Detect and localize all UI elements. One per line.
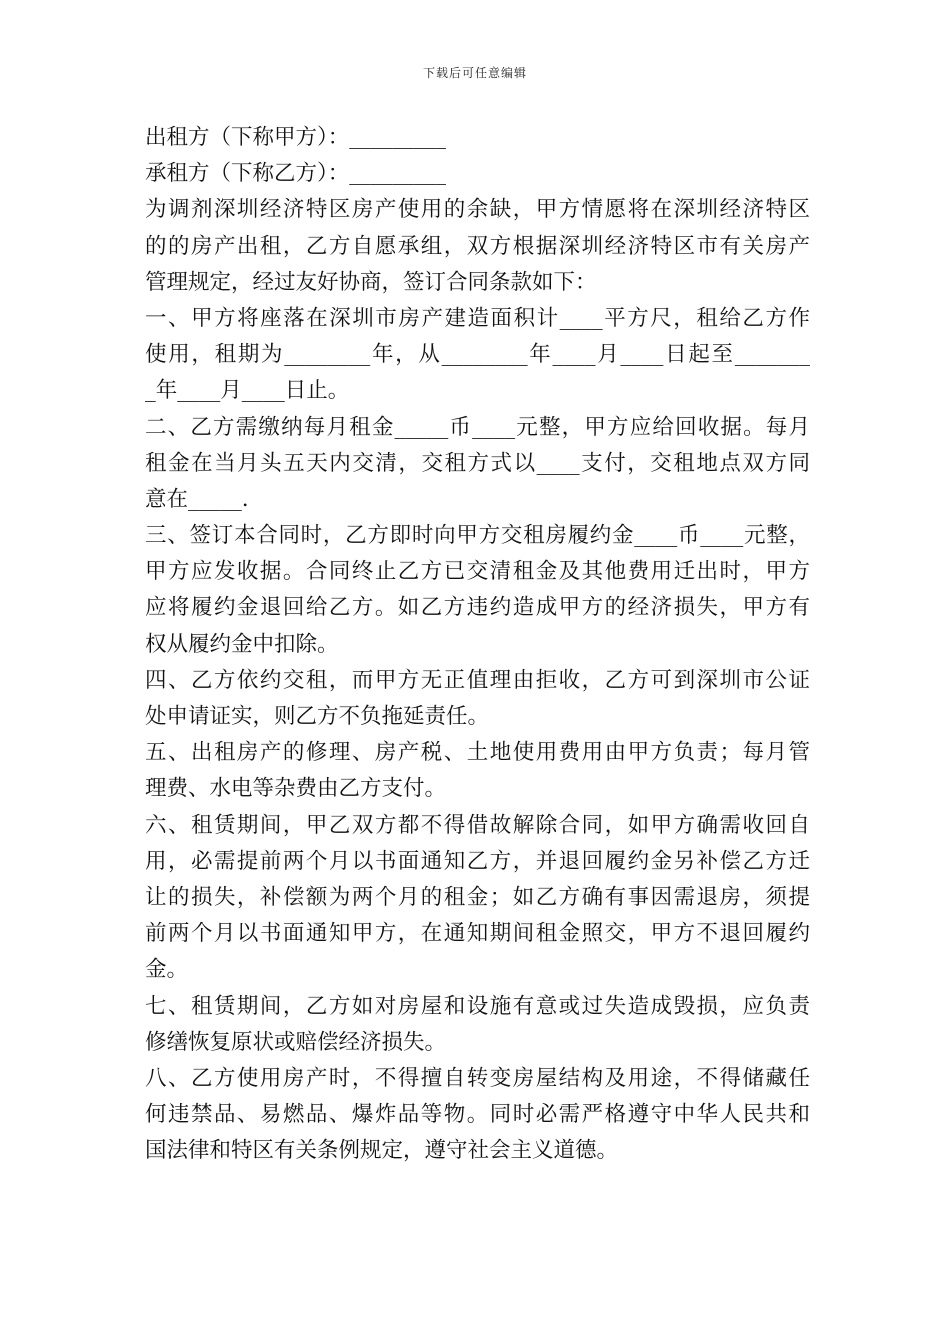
- clause-1-line: _年____月____日止。: [145, 378, 350, 404]
- clause-3-line: 甲方应发收据。合同终止乙方已交清租金及其他费用迁出时，甲方: [145, 559, 810, 585]
- contract-body: [145, 120, 810, 1169]
- intro-line: 为调剂深圳经济特区房产使用的余缺，甲方情愿将在深圳经济特区: [145, 197, 810, 223]
- clause-6-line: 用，必需提前两个月以书面通知乙方，并退回履约金另补偿乙方迁: [145, 848, 810, 874]
- page-header-note: 下载后可任意编辑: [422, 66, 527, 80]
- clause-6-line: 前两个月以书面通知甲方，在通知期间租金照交，甲方不退回履约: [145, 921, 810, 947]
- clause-5-line: 五、出租房产的修理、房产税、土地使用费用由甲方负责；每月管: [145, 740, 810, 766]
- clause-2-line: 二、乙方需缴纳每月租金_____币____元整，甲方应给回收据。每月: [145, 414, 810, 440]
- clause-6-line: 金。: [145, 957, 189, 983]
- clause-3-line: 应将履约金退回给乙方。如乙方违约造成甲方的经济损失，甲方有: [145, 595, 810, 621]
- lessee-line: 承租方（下称乙方）：_________: [145, 161, 447, 187]
- intro-line: 管理规定，经过友好协商，签订合同条款如下：: [145, 269, 597, 295]
- lessor-line: 出租方（下称甲方）：_________: [145, 125, 447, 150]
- clause-1-line: 一、甲方将座落在深圳市房产建造面积计____平方尺，租给乙方作: [145, 305, 810, 331]
- clause-8-line: 国法律和特区有关条例规定，遵守社会主义道德。: [145, 1138, 619, 1164]
- clause-1-line: 使用，租期为________年，从________年____月____日起至_______: [145, 342, 810, 368]
- clause-5-line: 理费、水电等杂费由乙方支付。: [145, 776, 447, 802]
- clause-6-line: 六、租赁期间，甲乙双方都不得借故解除合同，如甲方确需收回自: [145, 812, 810, 838]
- clause-4-line: 处申请证实，则乙方不负拖延责任。: [145, 704, 490, 729]
- clause-3-line: 三、签订本合同时，乙方即时向甲方交租房履约金____币____元整，: [145, 523, 810, 549]
- clause-2-line: 意在_____.: [145, 486, 249, 512]
- clause-3-line: 权从履约金中扣除。: [145, 631, 339, 657]
- clause-8-line: 八、乙方使用房产时，不得擅自转变房屋结构及用途，不得储藏任: [145, 1065, 810, 1091]
- clause-7-line: 修缮恢复原状或赔偿经济损失。: [145, 1029, 447, 1055]
- clause-6-line: 让的损失，补偿额为两个月的租金；如乙方确有事因需退房，须提: [145, 884, 810, 910]
- clause-8-line: 何违禁品、易燃品、爆炸品等物。同时必需严格遵守中华人民共和: [145, 1102, 810, 1128]
- clause-2-line: 租金在当月头五天内交清，交租方式以____支付，交租地点双方同: [145, 450, 810, 476]
- intro-line: 的的房产出租，乙方自愿承组，双方根据深圳经济特区市有关房产: [145, 233, 810, 259]
- clause-4-line: 四、乙方依约交租，而甲方无正值理由拒收，乙方可到深圳市公证: [145, 667, 810, 693]
- clause-7-line: 七、租赁期间，乙方如对房屋和设施有意或过失造成毁损，应负责: [145, 993, 810, 1019]
